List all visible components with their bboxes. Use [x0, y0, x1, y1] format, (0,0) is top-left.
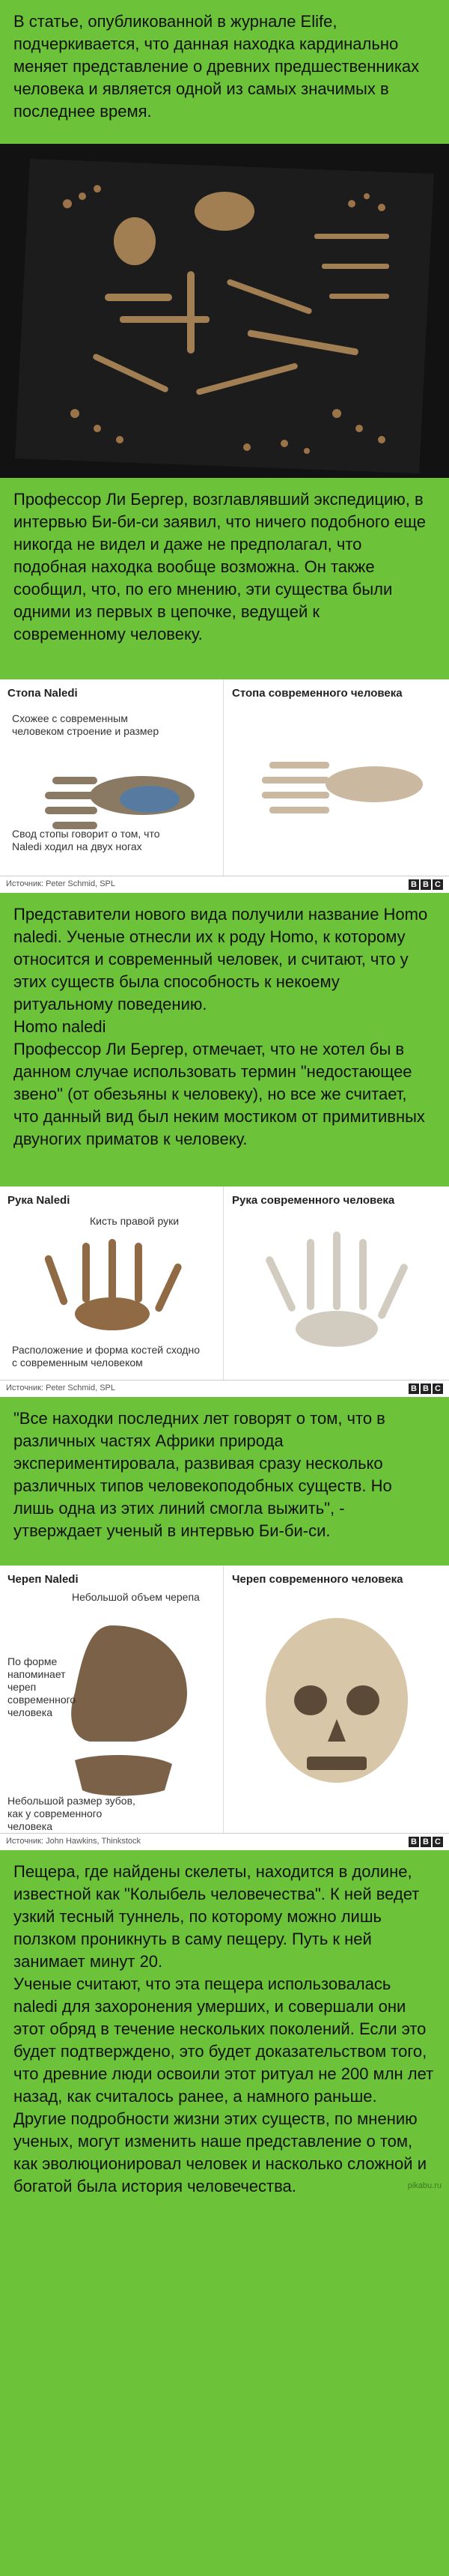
paragraph-1-text: В статье, опубликованной в журнале Elife, подчеркивается, что данная находка кардинально меняет представление о древних предшественниках человека и является одной из самых значимых в последнее время.	[13, 12, 420, 121]
bbc-logo	[409, 1837, 443, 1847]
paragraph-4-text: "Все находки последних лет говорят о том, что в различных частях Африки природа экспериментировала, развивая сразу несколько различных типов человекоподобных существ. Но лишь одна из этих линий смогла выжить", - утверждает ученый в интервью Би-би-си.	[13, 1409, 392, 1540]
foot-naledi-panel	[0, 679, 223, 893]
bbc-letter: B	[421, 1384, 431, 1394]
hand-modern-panel	[224, 1187, 449, 1397]
bbc-letter: B	[409, 1384, 419, 1394]
bbc-letter: C	[433, 1837, 443, 1847]
skeleton-bones-image	[0, 144, 449, 478]
bbc-letter: B	[409, 879, 419, 890]
modern-foot-bones-image	[224, 709, 449, 859]
skull-divider	[223, 1566, 224, 1834]
hand-infographic-footer	[0, 1380, 449, 1397]
foot-infographic	[0, 679, 449, 893]
watermark: pikabu.ru	[407, 2181, 442, 2190]
bbc-letter: C	[433, 879, 443, 890]
hand-divider	[223, 1187, 224, 1381]
hand-naledi-title: Рука Naledi	[7, 1194, 70, 1207]
modern-hand-bones-image	[224, 1216, 449, 1366]
skull-source: Источник: John Hawkins, Thinkstock	[6, 1837, 141, 1846]
skull-infographic	[0, 1566, 449, 1850]
naledi-hand-bones-image	[0, 1231, 223, 1351]
hand-annotation-right-hand: Кисть правой руки	[90, 1215, 180, 1227]
paragraph-3	[0, 893, 449, 1187]
hand-source: Источник: Peter Schmid, SPL	[6, 1384, 116, 1392]
skull-naledi-title: Череп Naledi	[7, 1573, 79, 1586]
foot-divider	[223, 679, 224, 876]
foot-modern-title: Стопа современного человека	[232, 687, 403, 700]
skull-annotation-shape: По форме напоминает череп современного человека	[7, 1655, 76, 1718]
paragraph-2	[0, 478, 449, 679]
skull-infographic-footer	[0, 1833, 449, 1850]
bbc-letter: B	[421, 1837, 431, 1847]
hand-naledi-panel	[0, 1187, 223, 1397]
bbc-letter: C	[433, 1384, 443, 1394]
hand-infographic	[0, 1187, 449, 1397]
skull-naledi-panel	[0, 1566, 223, 1850]
paragraph-5-text: Пещера, где найдены скелеты, находится в долине, известной как "Колыбель человечества". К ней ведет узкий тесный туннель, по которому можно лишь ползком проникнуть в саму пещеру. Путь к ней занимает минут 20. Ученые считают, что эта пещера использовалась naledi для захоронения умерших, и совершали они этот обряд в течение нескольких поколений. Если это будет подтверждено, это будет доказательством того, что древние люди освоили этот ритуал не 200 млн лет назад, как считалось ранее, а намного раньше. Другие подробности жизни этих существ, по мнению ученых, могут изменить наше представление о том, как эволюционировал человек и насколько сложной и богатой была история человечества.	[13, 1862, 434, 2195]
paragraph-1	[0, 0, 449, 144]
skull-modern-panel	[224, 1566, 449, 1850]
skull-modern-title: Череп современного человека	[232, 1573, 403, 1586]
skull-annotation-volume: Небольшой объем черепа	[72, 1591, 200, 1603]
foot-source: Источник: Peter Schmid, SPL	[6, 879, 116, 888]
skull-annotation-teeth: Небольшой размер зубов, как у современного человека	[7, 1795, 135, 1832]
foot-annotation-arch: Свод стопы говорит о том, что Naledi ходил на двух ногах	[12, 828, 160, 852]
skeleton-photo	[0, 144, 449, 478]
foot-annotation-structure: Схожее с современным человеком строение и размер	[12, 712, 159, 737]
foot-modern-panel	[224, 679, 449, 893]
paragraph-2-text: Профессор Ли Бергер, возглавлявший экспедицию, в интервью Би-би-си заявил, что ничего подобного еще никогда не видел и даже не предполагал, что подобная находка вообще возможна. Он также сообщил, что, по его мнению, эти существа были одними из первых в цепочке, ведущей к современному человеку.	[13, 490, 427, 643]
paragraph-4	[0, 1397, 449, 1566]
modern-skull-image	[224, 1595, 449, 1820]
foot-naledi-title: Стопа Naledi	[7, 687, 78, 700]
paragraph-3-text: Представители нового вида получили название Homo naledi. Ученые отнесли их к роду Homo, к которому относится и современный человек, и считают, что у этих существ была способность к некоему ритуальному поведению. Homo naledi Профессор Ли Бергер, отмечает, что не хотел бы в данном случае использовать термин "недостающее звено" (от обезьяны к человеку), но все же считает, что данный вид был неким мостиком от примитивных двуногих приматов к человеку.	[13, 905, 428, 1148]
hand-annotation-bones: Расположение и форма костей сходно с современным человеком	[12, 1344, 200, 1369]
foot-infographic-footer	[0, 876, 449, 893]
hand-modern-title: Рука современного человека	[232, 1194, 395, 1207]
bbc-letter: B	[421, 879, 431, 890]
paragraph-5	[0, 1850, 449, 2201]
bbc-logo	[409, 1384, 443, 1394]
bbc-logo	[409, 879, 443, 890]
bbc-letter: B	[409, 1837, 419, 1847]
